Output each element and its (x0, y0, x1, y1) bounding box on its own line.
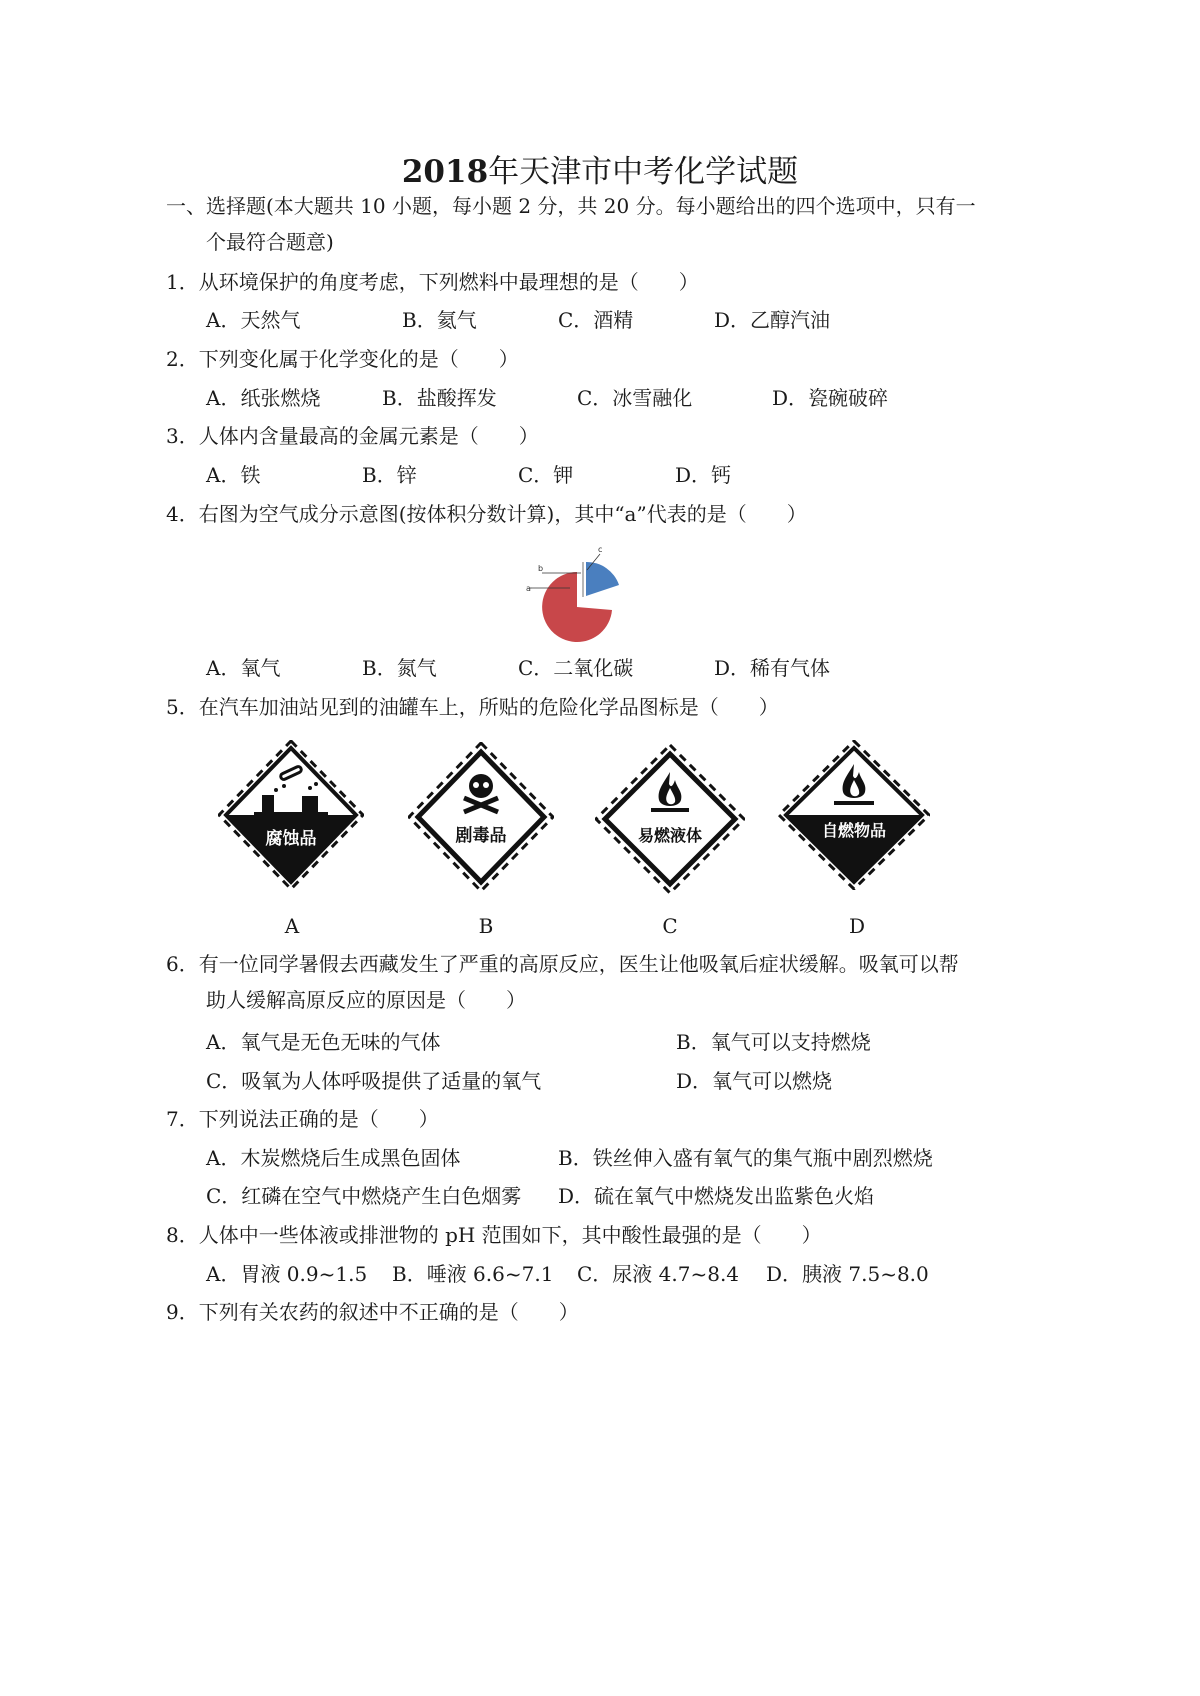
pie-label-c: c (598, 545, 603, 554)
hazard-sign-flammable-liquid (595, 744, 745, 894)
q3-option-c: C．钾 (518, 463, 574, 487)
q7-option-b: B．铁丝伸入盛有氧气的集气瓶中剧烈燃烧 (558, 1146, 933, 1170)
sign-option-c: C (662, 914, 678, 938)
question-2-stem: 2．下列变化属于化学变化的是（ ） (166, 347, 519, 371)
q4-option-d: D．稀有气体 (714, 656, 831, 680)
sign-option-b: B (478, 914, 494, 938)
q3-option-b: B．锌 (362, 463, 417, 487)
q8-option-a: A．胃液 0.9~1.5 (206, 1262, 368, 1286)
hazard-sign-label: 自燃物品 (821, 821, 887, 840)
q7-option-c: C．红磷在空气中燃烧产生白色烟雾 (206, 1184, 522, 1208)
pie-label-a: a (526, 584, 531, 593)
question-4-stem: 4．右图为空气成分示意图(按体积分数计算)，其中“a”代表的是（ ） (166, 502, 807, 526)
pie-label-b: b (538, 564, 544, 573)
question-3-stem: 3．人体内含量最高的金属元素是（ ） (166, 424, 539, 448)
q4-option-c: C．二氧化碳 (518, 656, 634, 680)
q1-option-a: A．天然气 (206, 308, 301, 332)
air-composition-pie (520, 540, 630, 650)
hazard-sign-spontaneous-combustion (778, 740, 930, 890)
q6-option-b: B．氧气可以支持燃烧 (676, 1030, 871, 1054)
q6-option-a: A．氧气是无色无味的气体 (206, 1030, 441, 1054)
q1-option-d: D．乙醇汽油 (714, 308, 831, 332)
hazard-sign-label: 易燃液体 (637, 826, 703, 845)
question-7-stem: 7．下列说法正确的是（ ） (166, 1107, 439, 1131)
question-6-stem-line1: 6．有一位同学暑假去西藏发生了严重的高原反应，医生让他吸氧后症状缓解。吸氧可以帮 (166, 952, 959, 976)
section-heading-line1: 一、选择题(本大题共 10 小题，每小题 2 分，共 20 分。每小题给出的四个选项中，只有一 (166, 194, 976, 218)
page-title (0, 152, 1200, 192)
question-5-stem: 5．在汽车加油站见到的油罐车上，所贴的危险化学品图标是（ ） (166, 695, 779, 719)
question-1-stem: 1．从环境保护的角度考虑，下列燃料中最理想的是（ ） (166, 270, 699, 294)
q4-option-a: A．氧气 (206, 656, 281, 680)
q7-option-a: A．木炭燃烧后生成黑色固体 (206, 1146, 461, 1170)
q2-option-a: A．纸张燃烧 (206, 386, 321, 410)
pie-slice-c (586, 562, 619, 596)
hazard-sign-corrosive (218, 740, 364, 890)
question-9-stem: 9．下列有关农药的叙述中不正确的是（ ） (166, 1300, 579, 1324)
q6-option-d: D．氧气可以燃烧 (676, 1069, 833, 1093)
q7-option-d: D．硫在氧气中燃烧发出监紫色火焰 (558, 1184, 875, 1208)
q8-option-d: D．胰液 7.5~8.0 (766, 1262, 929, 1286)
q8-option-c: C．尿液 4.7~8.4 (577, 1262, 740, 1286)
hazard-sign-label: 腐蚀品 (265, 829, 317, 849)
q1-option-c: C．酒精 (558, 308, 634, 332)
q3-option-a: A．铁 (206, 463, 261, 487)
q8-option-b: B．唾液 6.6~7.1 (392, 1262, 554, 1286)
hazard-sign-toxic (408, 742, 554, 892)
q2-option-c: C．冰雪融化 (577, 386, 693, 410)
q2-option-b: B．盐酸挥发 (382, 386, 497, 410)
q6-option-c: C．吸氧为人体呼吸提供了适量的氧气 (206, 1069, 542, 1093)
sign-option-d: D (848, 914, 866, 938)
q4-option-b: B．氮气 (362, 656, 437, 680)
section-heading-line2: 个最符合题意) (206, 230, 334, 254)
question-6-stem-line2: 助人缓解高原反应的原因是（ ） (206, 988, 526, 1012)
hazard-sign-label: 剧毒品 (455, 826, 507, 846)
q2-option-d: D．瓷碗破碎 (772, 386, 889, 410)
title-year: 2018 (401, 154, 489, 190)
q3-option-d: D．钙 (675, 463, 732, 487)
question-8-stem: 8．人体中一些体液或排泄物的 pH 范围如下，其中酸性最强的是（ ） (166, 1223, 822, 1247)
q1-option-b: B．氦气 (402, 308, 477, 332)
sign-option-a: A (284, 914, 300, 938)
title-text: 年天津市中考化学试题 (488, 154, 799, 190)
